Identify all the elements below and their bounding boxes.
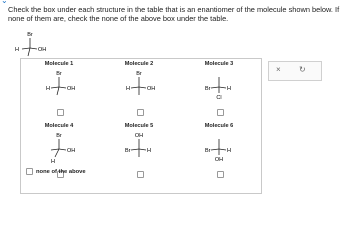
svg-text:H: H [227,148,231,154]
ref-right-label: OH [38,47,47,53]
svg-text:Br: Br [56,71,62,77]
molecule-3-structure [197,67,241,107]
tool-panel [268,61,322,81]
svg-text:H: H [126,86,130,92]
svg-text:H: H [46,86,50,92]
svg-text:H: H [147,148,151,154]
molecule-title: Molecule 6 [204,123,234,129]
svg-text:Br: Br [205,86,211,92]
ref-left-label: H [15,47,19,53]
molecule-3-checkbox[interactable] [217,109,224,116]
molecule-1-structure [37,67,81,107]
none-of-the-above-checkbox[interactable] [26,168,33,175]
svg-text:OH: OH [67,148,76,154]
molecule-cell-3 [181,59,257,119]
molecule-5-structure [117,129,161,169]
molecule-cell-2 [101,59,177,119]
top-bar [0,0,350,4]
svg-text:Br: Br [125,148,131,154]
none-of-the-above-option[interactable] [26,168,86,175]
undo-icon[interactable]: ↻ [299,65,306,74]
chevron-down-icon[interactable]: ⌄ [1,0,8,5]
molecule-4-structure [37,129,81,169]
svg-text:H: H [51,159,55,165]
svg-text:Br: Br [136,71,142,77]
svg-text:OH: OH [67,86,76,92]
svg-text:OH: OH [214,157,224,163]
molecule-title: Molecule 4 [44,123,74,129]
svg-text:Cl: Cl [216,95,222,101]
svg-text:H: H [227,86,231,92]
molecule-title: Molecule 5 [124,123,154,129]
molecule-1-checkbox[interactable] [57,109,64,116]
molecule-2-structure [117,67,161,107]
molecule-title: Molecule 3 [204,61,234,67]
molecule-cell-5 [101,121,177,181]
close-icon[interactable]: × [276,65,281,74]
ref-top-label: Br [27,32,33,38]
molecule-title: Molecule 1 [44,61,74,67]
question-text: Check the box under each structure in the table that is an enantiomer of the molecule shown below. If none of them are, check the none of the above box under the table. [8,5,340,24]
svg-text:Br: Br [205,148,211,154]
molecule-6-checkbox[interactable] [217,171,224,178]
molecule-cell-1 [21,59,97,119]
molecule-5-checkbox[interactable] [137,171,144,178]
svg-text:OH: OH [147,86,156,92]
molecule-6-structure [197,129,241,169]
molecule-2-checkbox[interactable] [137,109,144,116]
svg-text:OH: OH [134,133,144,139]
none-of-the-above-label: none of the above [36,169,86,176]
molecule-cell-6 [181,121,257,181]
molecule-title: Molecule 2 [124,61,154,67]
svg-text:Br: Br [56,133,62,139]
